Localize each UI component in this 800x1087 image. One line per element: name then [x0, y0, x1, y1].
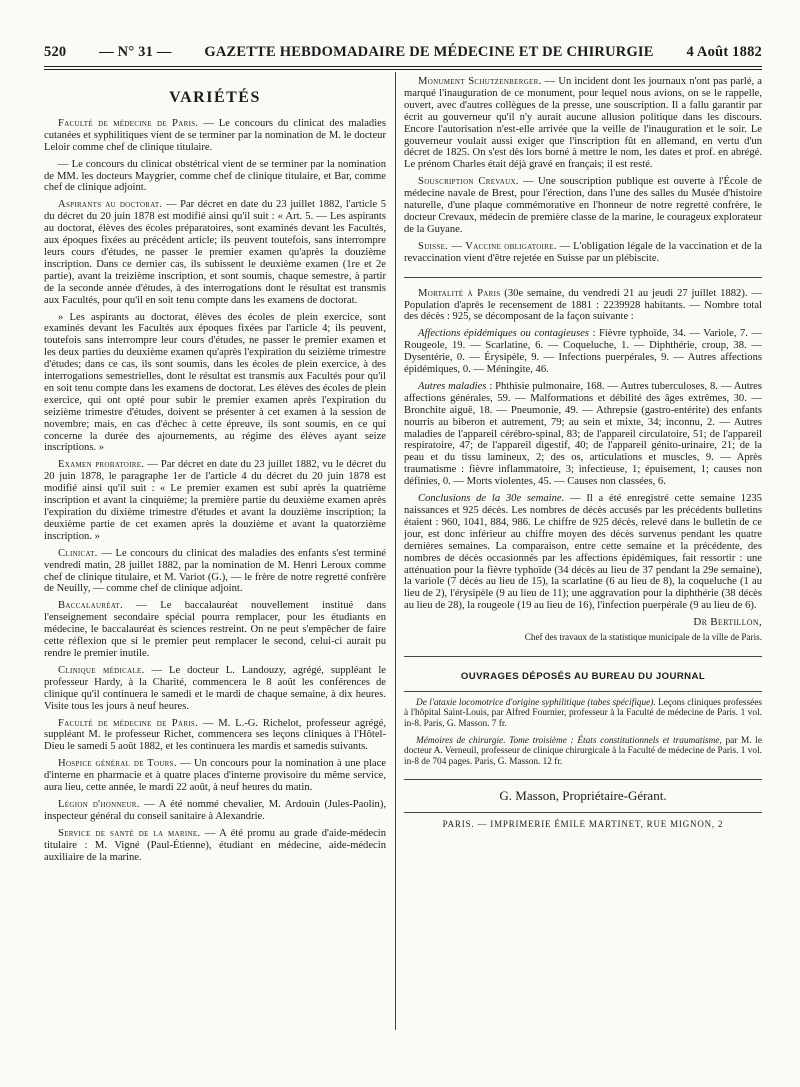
- item-souscription-crevaux: Souscription Crevaux. — Une souscription publique est ouverte à l'École de médecine navale de Brest, pour l'érection, dans l'une des salles du Musée d'histoire naturelle, d'une plaque commémorative en l'honneur de notre regretté confrère, le docteur Crevaux, médecin de première classe de la marine, le courageux explorateur de la Guyane.: [404, 176, 762, 235]
- left-column: [44, 76, 386, 868]
- page-header: [44, 40, 762, 64]
- item-clinicat-enfants: Clinicat. — Le concours du clinicat des maladies des enfants s'est terminé vendredi matin, 28 juillet 1882, par la nomination de M. Henri Leroux comme chef de clinique titulaire, et M. Variot (G.), — le frère de notre regretté confrère de Neuilly, — comme chef de clinique adjoint.: [44, 547, 386, 595]
- mortalite-separator: [404, 277, 762, 278]
- page-number: 520: [44, 43, 67, 60]
- column-divider: [395, 72, 396, 1030]
- publisher: G. Masson, Propriétaire-Gérant.: [499, 788, 667, 804]
- item-faculte-paris-richelot: Faculté de médecine de Paris. — M. L.-G. Richelot, professeur agrégé, suppléant M. le professeur Richet, commencera ses leçons cliniques à l'Hôtel-Dieu le samedi 5 août 1882, et les continuera les mardis et samedis suivants.: [44, 717, 386, 753]
- books-separator: [404, 656, 762, 657]
- item-legion-honneur: Légion d'honneur. — A été nommé chevalier, M. Ardouin (Jules-Paolin), inspecteur général du conseil sanitaire à Alexandrie.: [44, 798, 386, 822]
- mortalite-conclusion: Conclusions de la 30e semaine. — Il a été enregistré cette semaine 1235 naissances et 925 décès. Les nombres de décès accusés par les précédents bulletins étaient : 960, 1041, 884, 986. Le chiffre de 925 décès, relevé dans le bulletin de ce jour, est donc inférieur au chiffre moyen des décès survenus pendant les quatre dernières semaines. La comparaison, entre cette semaine et la précédente, des nombres de décès occasionnés par les affections épidémiques, fait ressortir : une atténuation pour la fièvre typhoïde (34 décès au lieu de 37 pendant la 29e semaine), la variole (7 décès au lieu de 15), la scarlatine (6 au lieu de 8), la coqueluche (1 au lieu de 2), l'érysipèle (9 au lieu de 11); une aggravation pour la diphthérie (38 décès au lieu de 28), la rougeole (19 au lieu de 16), l'infection puerpérale (9 au lieu de 6).: [404, 493, 762, 612]
- item-examen-probatoire: Examen probatoire. — Par décret en date du 23 juillet 1882, vu le décret du 20 juin 1878, le paragraphe 1er de l'article 4 du décret du 20 juin 1878 est modifié ainsi qu'il suit : « Le premier examen est subi après la quatrième inscription et avant la cinquième; la première partie du deuxième examen après l'expiration du dixième trimestre d'études et avant la douzième inscription; la deuxième partie de cet examen après la douzième et avant la quatorzième inscription. »: [44, 459, 387, 542]
- item-clinicat-obstetrical: — Le concours du clinicat obstétrical vient de se terminer par la nomination de MM. les docteurs Maygrier, comme chef de clinique titulaire, et Bar, comme chef de clinique adjoint.: [44, 158, 386, 194]
- mortalite-other: Autres maladies : Phthisie pulmonaire, 168. — Autres tuberculoses, 8. — Autres affections générales, 59. — Malformations et débilité des âges extrêmes, 30. — Bronchite aiguë, 18. — Pneumonie, 49. — Athrepsie (gastro-entérite) des enfants nourris au biberon et autrement, 79; au sein et mixte, 34; inconnu, 2. — Autres maladies de l'appareil cérébro-spinal, 83; de l'appareil circulatoire, 51; de l'appareil respiratoire, 47; de l'appareil digestif, 40; de l'appareil génito-urinaire, 21; de la peau et du tissu lamineux, 2; des os, articulations et muscles, 9. — Après traumatisme : fièvre inflammatoire, 3; infectieuse, 1; épuisement, 1; causes non définies, 0. — Morts violentes, 45. — Causes non classées, 6.: [404, 380, 762, 488]
- item-monument-schutzenberger: Monument Schutzenberger. — Un incident dont les journaux n'ont pas parlé, a marqué l'inauguration de ce monument, pour lequel nous avions, on se le rappelle, ouvert, avec d'autres collègues de la presse, une souscription. Il a fallu garantir par écrit au gouverneur qu'il n'y aurait aucune allusion politique dans les discours. Encore l'autorisation n'est-elle arrivée que la veille de l'inauguration et le soir. Le gouverneur voulait aussi exiger que l'inscription fût en allemand, en vertu d'un décret de 1825. On s'est dès lors borné à mettre le nom, les dates et prof. en abrégé. Le prénom Charles était déjà gravé en français; il est resté.: [404, 76, 762, 171]
- printer-rule: [404, 812, 762, 813]
- mortalite-intro: Mortalité à Paris (30e semaine, du vendredi 21 au jeudi 27 juillet 1882). — Population d'après le recensement de 1881 : 2239928 habitants. — Nombre total des décès : 925, se décomposant de la façon suivante :: [404, 287, 762, 323]
- right-column: [404, 76, 762, 831]
- mortalite-epidemic: Affections épidémiques ou contagieuses : Fièvre typhoïde, 34. — Variole, 7. — Rougeole, 19. — Scarlatine, 6. — Coqueluche, 1. — Diphthérie, croup, 38. — Dysentérie, 0. — Érysipèle, 9. — Infections puerpérales, 9. — Autres affections épidémiques, 0. — Méningite, 46.: [404, 328, 762, 376]
- signature-title: Chef des travaux de la statistique municipale de la ville de Paris.: [524, 632, 762, 643]
- books-title: OUVRAGES DÉPOSÉS AU BUREAU DU JOURNAL: [460, 670, 706, 682]
- printer: PARIS. — IMPRIMERIE ÉMILE MARTINET, RUE MIGNON, 2: [442, 819, 724, 830]
- item-aspirants-doctorat-suite: » Les aspirants au doctorat, élèves des écoles de plein exercice, sont examinés devant les Facultés aux époques fixées par l'article 4; ils peuvent, toutefois sans interrompre leur cours d'études, ne passer le premier examen et les deux parties du deuxième examen qu'après l'expiration du seizième trimestre d'études; dans ce cas, ils sont soumis, dans les écoles de plein exercice, à des interrogations semestrielles, dont le résultat est transmis aux Facultés pour qu'il en soit tenu compte dans les examens de doctorat. Les élèves des écoles de plein exercice, qui ont opté pour subir le premier examen après l'expiration du seizième trimestre d'études, doivent se présenter à cet examen à la session de novembre; mais, en cas d'échec à cette épreuve, ils sont soumis, en ce qui concerne la durée des ajournements, au régime des élèves ayant seize inscriptions. »: [44, 311, 386, 454]
- books-rule: [404, 691, 762, 692]
- issue-number: — N° 31 —: [99, 43, 172, 60]
- item-clinique-medicale: Clinique médicale. — Le docteur L. Landouzy, agrégé, suppléant le professeur Hardy, à la Charité, commencera le 8 août les conférences de clinique qu'il continuera le samedi et le mardi de chaque semaine, à dix heures. Visite tous les jours à neuf heures.: [44, 664, 386, 712]
- item-hospice-tours: Hospice général de Tours. — Un concours pour la nomination à une place d'interne en pharmacie et à quatre places d'interne provisoire du même service, aura lieu, cette année, le mardi 22 août, à neuf heures du matin.: [44, 758, 386, 794]
- journal-title: GAZETTE HEBDOMADAIRE DE MÉDECINE ET DE CHIRURGIE: [204, 43, 654, 60]
- header-rule-thin: [44, 69, 762, 70]
- book-ataxie: De l'ataxie locomotrice d'origine syphilitique (tabes spécifique). Leçons cliniques professées à l'hôpital Saint-Louis, par Alfred Fournier, professeur à la Faculté de médecine de Paris. 1 vol. in-8. Paris, G. Masson. 7 fr.: [404, 697, 762, 730]
- item-suisse-vaccine: Suisse. — Vaccine obligatoire. — L'obligation légale de la vaccination et de la revaccination vient d'être rejetée en Suisse par un plébiscite.: [404, 240, 762, 264]
- section-title: VARIÉTÉS: [169, 89, 261, 106]
- item-service-sante-marine: Service de santé de la marine. — A été promu au grade d'aide-médecin titulaire : M. Vigné (Paul-Étienne), étudiant en médecine, aide-médecin auxiliaire de la marine.: [44, 827, 387, 863]
- book-memoires-chirurgie: Mémoires de chirurgie. Tome troisième : États constitutionnels et traumatisme, par M. le docteur A. Verneuil, professeur de clinique chirurgicale à la Faculté de médecine de Paris. 1 vol. in-8 de 704 pages. Paris, G. Masson. 12 fr.: [404, 735, 762, 767]
- signature: Dr Bertillon,: [693, 616, 762, 629]
- issue-date: 4 Août 1882: [686, 43, 762, 60]
- header-rule: [44, 66, 762, 67]
- publisher-separator: [404, 779, 762, 780]
- item-faculte-paris-clinicat: Faculté de médecine de Paris. — Le concours du clinicat des maladies cutanées et syphilitiques vient de se terminer par la nomination de M. le docteur Leloir comme chef de clinique titulaire.: [44, 117, 387, 153]
- item-baccalaureat: Baccalauréat. — Le baccalauréat nouvellement institué dans l'enseignement secondaire spécial pourra remplacer, pour les étudiants en médecine, le baccalauréat ès sciences restreint. On ne peut s'empêcher de faire cette réflexion que si le premier peut remplacer le second, celui-ci aurait pu rendre le premier inutile.: [44, 600, 386, 659]
- item-aspirants-doctorat: Aspirants au doctorat. — Par décret en date du 23 juillet 1882, l'article 5 du décret du 20 juin 1878 est modifié ainsi qu'il suit : « Art. 5. — Les aspirants au doctorat, élèves des écoles préparatoires, sont examinés devant les Facultés, aux époques fixées au précédent article; ils peuvent toutefois, sans interrompre leurs cours d'études, ne passer le premier examen qu'après la douzième inscription. Dans ce dernier cas, ils subissent le deuxième examen (1re et 2e partie), avant la treizième inscription, et sont soumis, chaque semestre, à partir de la seconde année d'études, à des interrogations dont le résultat est transmis aux Facultés, pour qu'il en soit tenu compte dans les examens de doctorat.: [44, 199, 386, 306]
